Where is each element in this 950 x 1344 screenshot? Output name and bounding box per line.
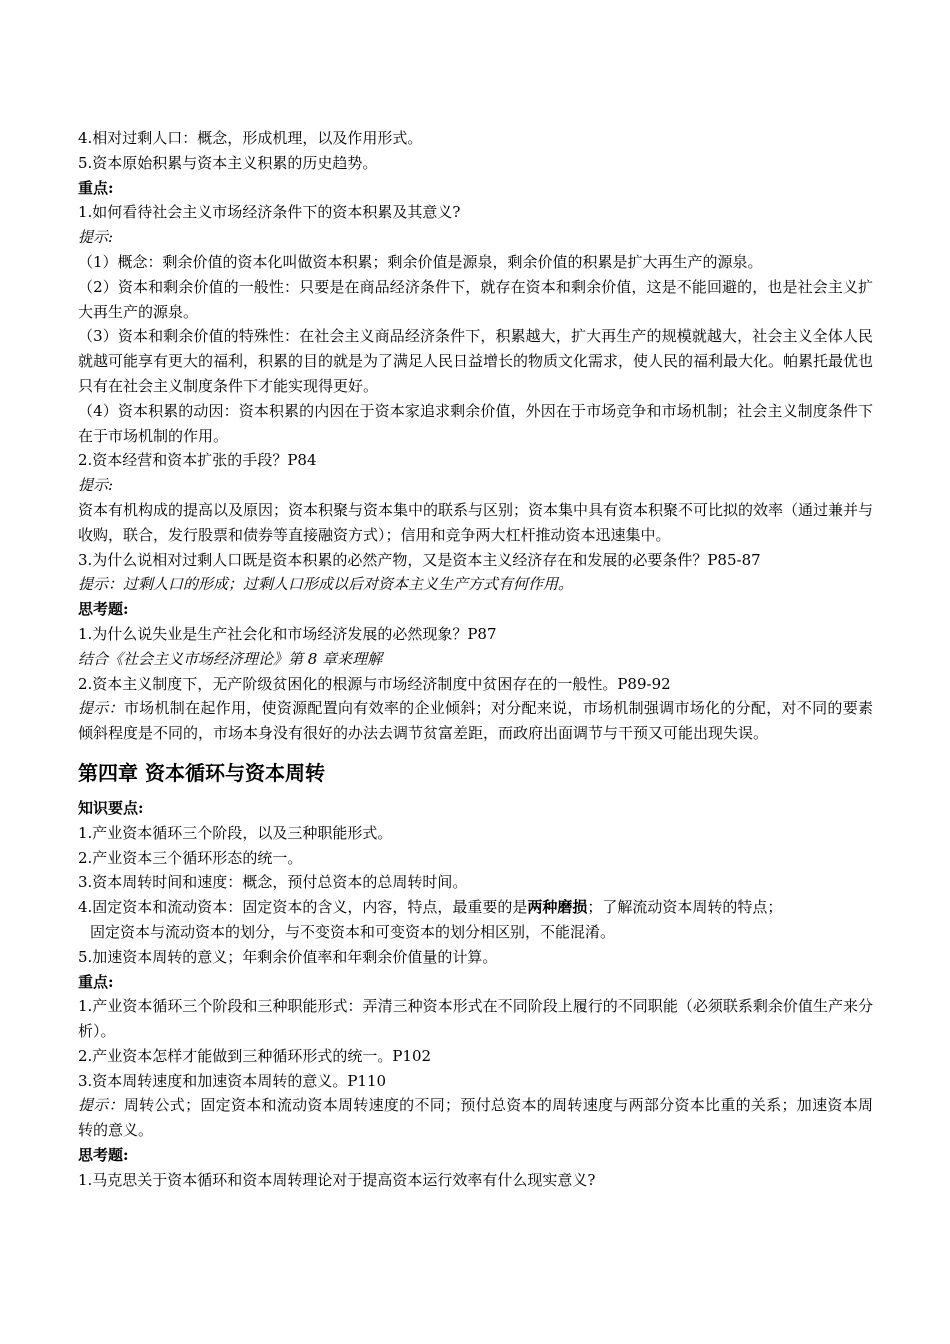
list-item: 1.产业资本循环三个阶段，以及三种职能形式。 bbox=[78, 823, 393, 842]
hint-body: 市场机制在起作用，使资源配置向有效率的企业倾斜；对分配来说，市场机制强调市场化的分配，对不同的要素倾斜程度是不同的，市场本身没有很好的办法去调节贫富差距，而政府出面调节与干预又可能出现失误。 bbox=[78, 699, 873, 743]
question: 2.资本主义制度下，无产阶级贫困化的根源与市场经济制度中贫困存在的一般性。P89-92 bbox=[78, 674, 671, 693]
section-heading: 知识要点: bbox=[78, 798, 144, 817]
question: 2.资本经营和资本扩张的手段？P84 bbox=[78, 451, 317, 470]
paragraph bbox=[78, 696, 873, 746]
question: 3.为什么说相对过剩人口既是资本积累的必然产物，又是资本主义经济存在和发展的必要条件？P85-87 bbox=[78, 550, 761, 569]
list-item bbox=[78, 895, 873, 920]
paragraph bbox=[78, 1093, 873, 1143]
question: 1.产业资本循环三个阶段和三种职能形式：弄清三种资本形式在不同阶段上履行的不同职能（必须联系剩余价值生产来分析）。 bbox=[78, 997, 873, 1041]
list-item: 2.产业资本三个循环形态的统一。 bbox=[78, 848, 303, 867]
paragraph: （1）概念：剩余价值的资本化叫做资本积累；剩余价值是源泉，剩余价值的积累是扩大再生产的源泉。 bbox=[78, 252, 763, 271]
question: 2.产业资本怎样才能做到三种循环形式的统一。P102 bbox=[78, 1046, 432, 1065]
hint-line bbox=[78, 572, 873, 597]
list-item-continued: 固定资本与流动资本的划分，与不变资本和可变资本的划分相区别，不能混淆。 bbox=[90, 922, 616, 941]
paragraph: （2）资本和剩余价值的一般性：只要是在商品经济条件下，就存在资本和剩余价值，这是不能回避的，也是社会主义扩大再生产的源泉。 bbox=[78, 277, 873, 321]
paragraph: 资本有机构成的提高以及原因；资本积聚与资本集中的联系与区别；资本集中具有资本积聚不可比拟的效率（通过兼并与收购，联合，发行股票和债券等直接融资方式）；信用和竞争两大杠杆推动资本迅速集中。 bbox=[78, 500, 874, 544]
emphasis: 两种磨损 bbox=[527, 898, 588, 917]
document-page bbox=[78, 126, 873, 1193]
hint-label: 提示： bbox=[78, 1096, 124, 1115]
section-heading: 思考题: bbox=[78, 600, 129, 619]
question: 3.资本周转速度和加速资本周转的意义。P110 bbox=[78, 1071, 387, 1090]
question: 1.为什么说失业是生产社会化和市场经济发展的必然现象？P87 bbox=[78, 624, 497, 643]
question: 1.马克思关于资本循环和资本周转理论对于提高资本运行效率有什么现实意义? bbox=[78, 1170, 596, 1189]
section-heading: 思考题: bbox=[78, 1146, 129, 1165]
paragraph: （3）资本和剩余价值的特殊性：在社会主义商品经济条件下，积累越大，扩大再生产的规模就越大，社会主义全体人民就越可能享有更大的福利，积累的目的就是为了满足人民日益增长的物质文化需求，使人民的福利最大化。帕累托最优也只有在社会主义制度条件下才能实现得更好。 bbox=[78, 327, 874, 395]
hint-text: 提示：过剩人口的形成；过剩人口形成以后对资本主义生产方式有何作用。 bbox=[78, 575, 574, 594]
paragraph: （4）资本积累的动因：资本积累的内因在于资本家追求剩余价值，外因在于市场竞争和市场机制；社会主义制度条件下在于市场机制的作用。 bbox=[78, 401, 873, 445]
item4-text-a: 4.固定资本和流动资本：固定资本的含义，内容，特点，最重要的是 bbox=[78, 898, 528, 917]
list-item: 5.加速资本周转的意义；年剩余价值率和年剩余价值量的计算。 bbox=[78, 947, 498, 966]
hint-label: 提示: bbox=[78, 228, 114, 247]
hint-label: 提示： bbox=[78, 699, 124, 718]
text-line: 5.资本原始积累与资本主义积累的历史趋势。 bbox=[78, 153, 378, 172]
section-heading: 重点: bbox=[78, 178, 114, 197]
hint-body: 周转公式；固定资本和流动资本周转速度的不同；预付总资本的周转速度与两部分资本比重的关系；加速资本周转的意义。 bbox=[78, 1096, 873, 1140]
text-line: 4.相对过剩人口：概念，形成机理，以及作用形式。 bbox=[78, 129, 423, 147]
chapter-title: 第四章 资本循环与资本周转 bbox=[78, 760, 325, 785]
note: 结合《社会主义市场经济理论》第 8 章来理解 bbox=[78, 649, 383, 668]
hint-label: 提示: bbox=[78, 476, 114, 495]
item4-text-b: ；了解流动资本周转的特点； bbox=[587, 898, 783, 917]
question: 1.如何看待社会主义市场经济条件下的资本积累及其意义? bbox=[78, 203, 461, 222]
section-heading: 重点: bbox=[78, 972, 114, 991]
list-item: 3.资本周转时间和速度：概念，预付总资本的总周转时间。 bbox=[78, 873, 468, 892]
